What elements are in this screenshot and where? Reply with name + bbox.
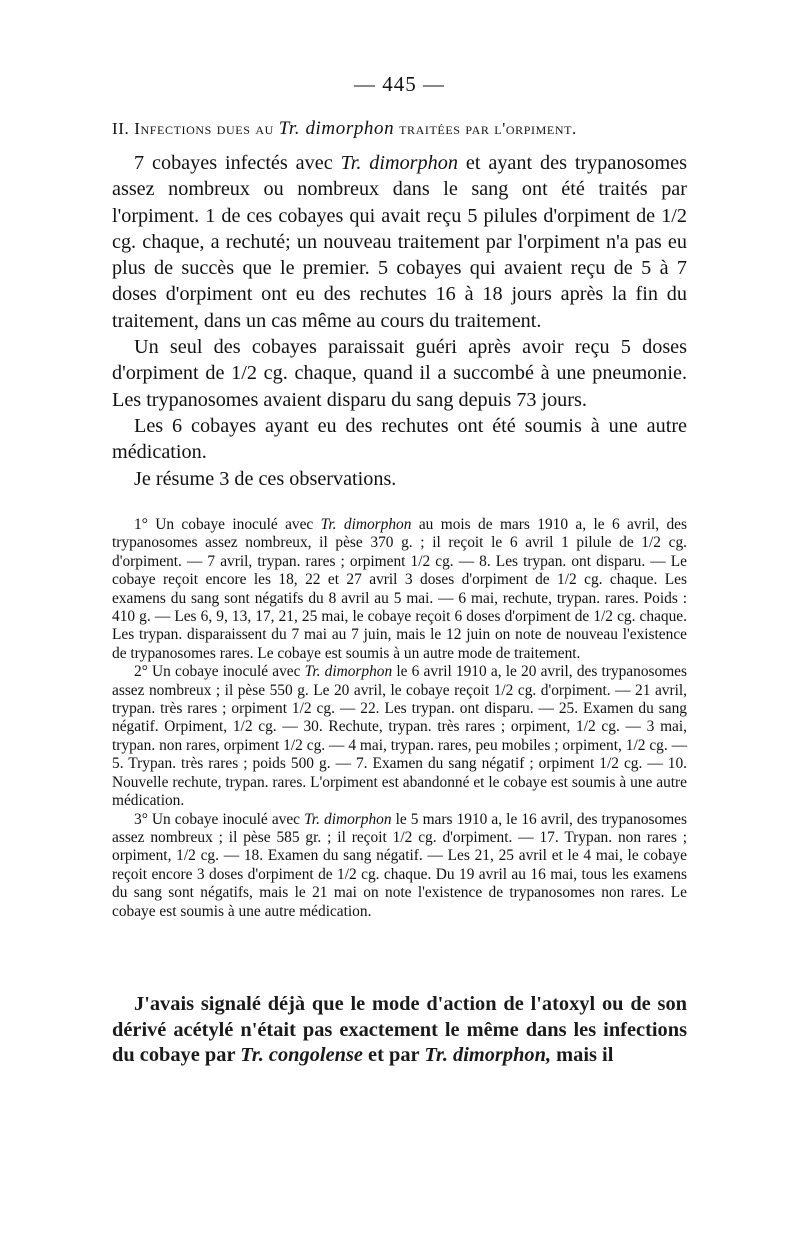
observation-3 [112,811,687,921]
paragraph-1 [112,150,687,334]
closing-species-congolense: Tr. congolense [240,1044,363,1067]
observations [112,516,687,921]
observation-1-text-a: 1° Un cobaye inoculé avec [134,516,321,533]
section-heading [112,118,687,140]
section-heading-species: Tr. dimorphon [278,118,395,139]
closing-species-dimorphon: Tr. dimorphon, [424,1044,552,1067]
closing-text [112,992,687,1069]
section-heading-part2: traitées par l'orpiment. [399,119,577,138]
paragraph-3: Les 6 cobayes ayant eu des rechutes ont été soumis à une autre médication. [112,414,687,464]
paragraph-1-text-a: 7 cobayes infectés avec [134,152,341,174]
page-number: — 445 — [354,72,445,96]
closing-text-e: mais il [551,1044,614,1067]
section-numeral: II. [112,119,130,138]
observation-3-species: Tr. dimorphon [304,810,392,828]
paragraph-2: Un seul des cobayes paraissait guéri après avoir reçu 5 doses d'orpiment de 1/2 cg. chaque, quand il a succombé à une pneumonie. Les trypanosomes avaient disparu du sang depuis 73 jours. [112,336,687,411]
main-text [112,150,687,492]
observation-1-text-c: au mois de mars 1910 a, le 6 avril, des trypanosomes assez nombreux, il pèse 370 g. ; il reçoit le 6 avril 1 pilule de 1/2 cg. d'orpiment. — 7 avril, trypan. rares ; orpiment 1/2 cg. — 8. Les trypan. ont disparu. — Le cobaye reçoit encore les 18, 22 et 27 avril 3 doses d'orpiment de 1/2 cg. chaque. Les examens du sang sont négatifs du 8 avril au 5 mai. — 6 mai, rechute, trypan. rares. Poids : 410 g. — Les 6, 9, 13, 17, 21, 25 mai, le cobaye reçoit 6 doses d'orpiment de 1/2 cg. chaque. Les trypan. disparaissent du 7 mai au 7 juin, mais le 12 juin on note de nouveau l'existence de trypanosomes rares. Le cobaye est soumis à un autre mode de traitement. [112,516,687,662]
observation-2-species: Tr. dimorphon [304,663,393,681]
paragraph-1-species: Tr. dimorphon [340,152,458,174]
paragraph-4: Je résume 3 de ces observations. [134,467,397,490]
observation-2-text-c: le 6 avril 1910 a, le 20 avril, des trypanosomes assez nombreux ; il pèse 550 g. Le 20 avril, le cobaye reçoit 1/2 cg. d'orpiment. — 21 avril, trypan. très rares ; orpiment 1/2 cg. — 22. Les trypan. ont disparu. — 25. Examen du sang négatif. Orpiment, 1/2 cg. — 30. Rechute, trypan. très rares ; orpiment, 1/2 cg. — 3 mai, trypan. non rares, orpiment 1/2 cg. — 4 mai, trypan. rares, peu mobiles ; orpiment, 1/2 cg. — 5. Trypan. très rares ; poids 500 g. — 7. Examen du sang négatif ; orpiment 1/2 cg. — 10. Nouvelle rechute, trypan. rares. L'orpiment est abandonné et le cobaye est soumis à une autre médication. [112,663,688,810]
closing-text-a: J'avais signalé déjà que le mode d'action de l'atoxyl ou de son dérivé acétylé n'était pas exactement le même dans les infections du cobaye par [112,993,687,1067]
observation-1-species: Tr. dimorphon [320,516,412,533]
closing-paragraph [112,992,687,1069]
observation-1 [112,516,687,663]
observation-3-text-c: le 5 mars 1910 a, le 16 avril, des trypanosomes assez nombreux ; il pèse 585 gr. ; il reçoit 1/2 cg. d'orpiment. — 17. Trypan. non rares ; orpiment, 1/2 cg. — 18. Examen du sang négatif. — Les 21, 25 avril et le 4 mai, le cobaye reçoit encore 3 doses d'orpiment de 1/2 cg. chaque. Du 19 avril au 16 mai, tous les examens du sang sont négatifs, mais le 21 mai on note l'existence de trypanosomes non rares. Le cobaye est soumis à une autre médication. [112,810,688,920]
closing-text-c: et par [362,1044,425,1067]
observation-3-text-a: 3° Un cobaye inoculé avec [134,810,305,828]
paragraph-1-text-c: et ayant des trypanosomes assez nombreux ou nombreux dans le sang ont été traités par l'orpiment. 1 de ces cobayes qui avait reçu 5 pilules d'orpiment de 1/2 cg. chaque, a rechuté; un nouveau traitement par l'orpiment n'a pas eu plus de succès que le premier. 5 cobayes qui avaient reçu de 5 à 7 doses d'orpiment ont eu des rechutes 16 à 18 jours après la fin du traitement, dans un cas même au cours du traitement. [112,152,687,332]
section-heading-part1: Infections dues au [134,119,274,138]
observation-2-text-a: 2° Un cobaye inoculé avec [134,663,305,681]
observation-2 [112,663,687,810]
